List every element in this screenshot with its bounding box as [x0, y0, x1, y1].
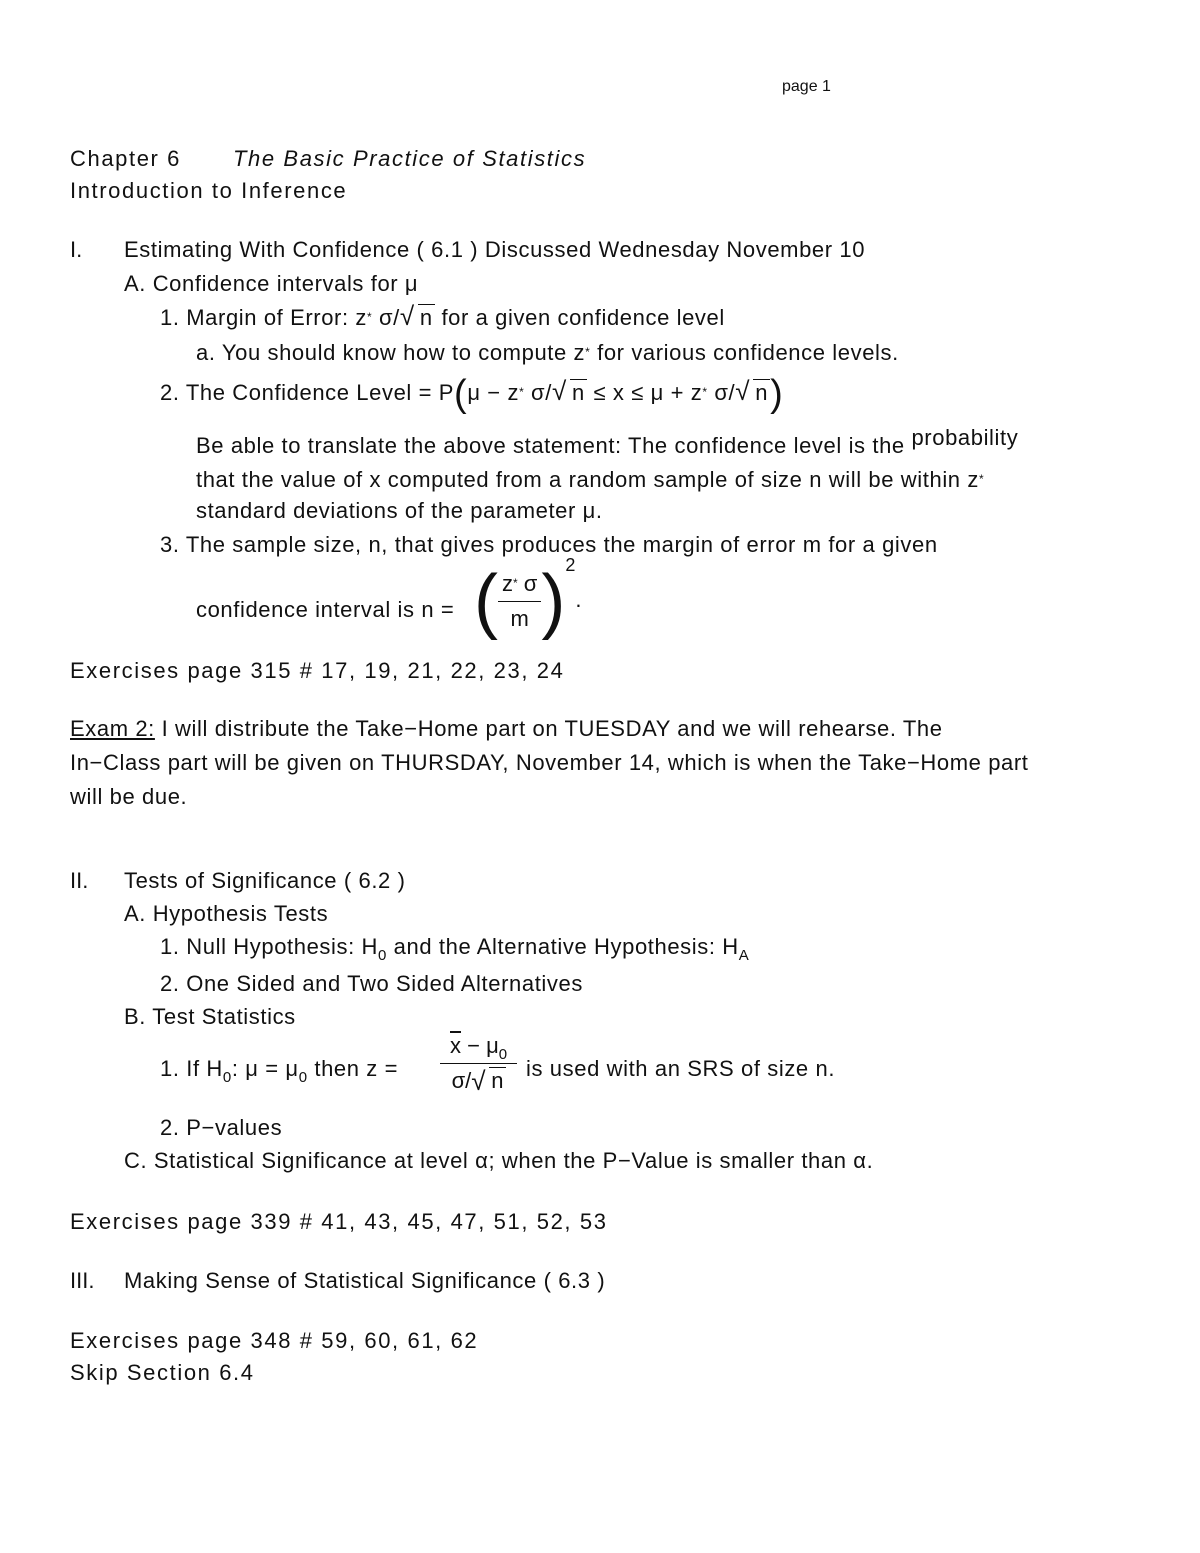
item-null-hypothesis: 1. Null Hypothesis: $H_0$ and the Alternative Hypothesis: $H_A$	[160, 934, 750, 964]
section-2-title: Tests of Significance ( 6.2 )	[124, 868, 406, 893]
exam-label: Exam 2:	[70, 716, 155, 741]
section-2c-title: C. Statistical Significance at level α; when the P−Value is smaller than α.	[124, 1148, 874, 1173]
section-1a-title: A. Confidence intervals for μ	[124, 271, 419, 296]
chapter-label: Chapter 6	[70, 146, 182, 171]
sample-size-formula: ( $\frac{z^* \sigma}{m}$ )$^2$.	[474, 554, 582, 641]
item-margin-of-error	[160, 305, 725, 334]
moe-suffix: for a given confidence level	[434, 305, 725, 330]
item-compute-z: a. You should know how to compute z* for various confidence levels.	[196, 340, 899, 365]
section-2a-title: A. Hypothesis Tests	[124, 901, 329, 926]
item-alternatives: 2. One Sided and Two Sided Alternatives	[160, 971, 583, 996]
translate-line-2: that the value of x computed from a random sample of size n will be within z*	[196, 467, 985, 492]
exam-line-1: Exam 2: I will distribute the Take−Home part on TUESDAY and we will rehearse. The	[70, 716, 943, 741]
star-symbol: *	[585, 345, 591, 359]
section-2-numeral: II.	[70, 868, 89, 893]
translate-line-1: Be able to translate the above statement: The confidence level is the probability	[196, 425, 1019, 458]
test-statistic-suffix: is used with an SRS of size n.	[526, 1056, 836, 1081]
exercises-section-1: Exercises page 315 # 17, 19, 21, 22, 23, 24	[70, 658, 565, 683]
chapter-heading	[70, 146, 586, 172]
moe-prefix: 1. Margin of Error: z	[160, 305, 367, 330]
z-statistic-fraction: $\frac{\overline{x} - \mu_0}{\sigma/ √ n}$	[440, 1033, 517, 1094]
exam-line-2: In−Class part will be given on THURSDAY, November 14, which is when the Take−Home part	[70, 750, 1029, 775]
moe-sigma: σ/	[372, 305, 400, 330]
right-paren: )	[770, 373, 784, 415]
translate-line-3: standard deviations of the parameter μ.	[196, 498, 603, 523]
exercises-section-3: Exercises page 348 # 59, 60, 61, 62	[70, 1328, 479, 1353]
section-2b-title: B. Test Statistics	[124, 1004, 296, 1029]
section-1-numeral: I.	[70, 237, 83, 262]
exponent: 2	[565, 554, 576, 575]
exam-line-3: will be due.	[70, 784, 188, 809]
left-paren: (	[454, 373, 468, 415]
sqrt-n: √ n	[400, 305, 435, 331]
item-confidence-level: 2. The Confidence Level = P(μ − z* σ/ √ n ≤ x ≤ μ + z* σ/ √ n)	[160, 380, 783, 409]
item-sample-size: 3. The sample size, n, that gives produces the margin of error m for a given	[160, 532, 938, 557]
section-3-title: Making Sense of Statistical Significance ( 6.3 )	[124, 1268, 606, 1293]
skip-section-note: Skip Section 6.4	[70, 1360, 255, 1385]
item-test-statistic: 1. If $H_0$: $\mu = \mu_0$ then z =	[160, 1056, 399, 1086]
sqrt-n: √ n	[735, 380, 770, 406]
section-3-numeral: III.	[70, 1268, 95, 1293]
exercises-section-2: Exercises page 339 # 41, 43, 45, 47, 51, 52, 53	[70, 1209, 608, 1234]
section-1-title: Estimating With Confidence ( 6.1 ) Discussed Wednesday November 10	[124, 237, 866, 262]
page-number: page 1	[782, 78, 831, 95]
book-title: The Basic Practice of Statistics	[233, 146, 587, 171]
item-p-values: 2. P−values	[160, 1115, 283, 1140]
sample-size-formula-label: confidence interval is n =	[196, 597, 455, 622]
sqrt-n: √ n	[552, 380, 587, 406]
fraction: $\frac{z^* \sigma}{m}$	[498, 571, 541, 632]
chapter-subtitle: Introduction to Inference	[70, 178, 348, 203]
star-symbol: *	[367, 310, 373, 324]
